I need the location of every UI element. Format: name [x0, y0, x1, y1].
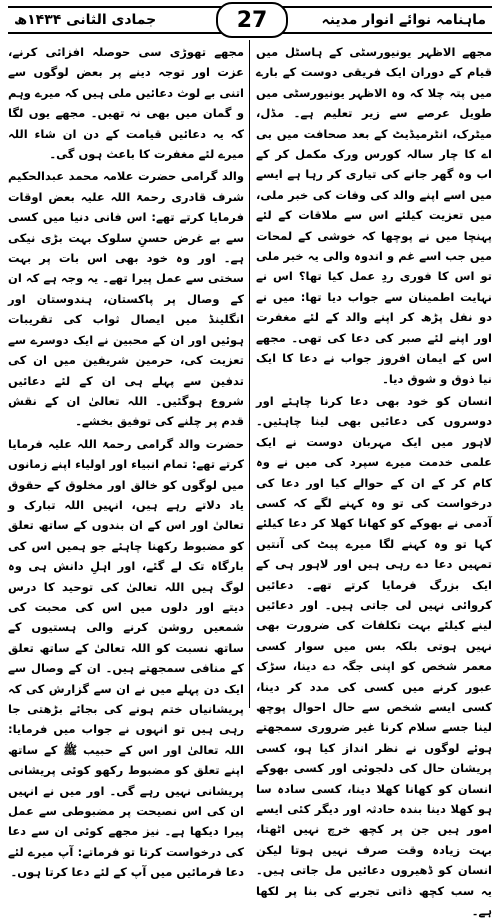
page-number-badge — [216, 2, 288, 38]
right-paragraph-1: مجھے الاظہر یونیورسٹی کے ہاسٹل میں قیام کے دوران ایک فریقی دوست کے بارے میں پتہ چلا کہ وہ الاظہر یونیورسٹی میں طویل عرصے سے زیر تعلیم ہے۔ مڈل، میٹرک، انٹرمیڈیٹ کے بعد صحافت میں بی اے کا چار سالہ کورس ورک مکمل کر کے اب وہ گھر جانے کی تیاری کر رہا ہے ایسے میں اسے اپنے والد کی وفات کی خبر ملی، میں تعزیت کیلئے اس سے ملاقات کے لئے پہنچا میں نے پوچھا کہ خوشی کے لمحات میں جب اسے غم و اندوہ والی یہ خبر ملی تو اس کا فوری ردِ عمل کیا تھا؟ اس نے نہایت اطمینان سے جواب دیا تھا: میں نے دو نفل پڑھ کر اپنے والد کے لئے مغفرت اور اپنے لئے صبر کی دعا کی تھی۔ مجھے اس کے ایمان افروز جواب نے دعا کا ایک نیا ذوق و شوق دیا۔ — [256, 45, 492, 386]
left-paragraph-1: مجھے تھوڑی سی حوصلہ افزائی کرنے، عزت اور توجہ دینے پر بعض لوگوں سے اتنی بے لوث دعائیں ملی ہیں کہ میرے وہم و گمان میں بھی نہ تھیں۔ مجھے یوں لگا کہ یہ دعائیں قیامت کے دن ان شاء اللہ میرے لئے مغفرت کا باعث ہوں گی۔ — [8, 45, 244, 162]
left-paragraph-3: حضرت والد گرامی رحمۃ اللہ علیہ فرمایا کرتے تھے: تمام انبیاء اور اولیاء اپنے زمانوں میں لوگوں کو خالق اور مخلوق کے حقوق یاد دلاتے رہے ہیں، انہیں اللہ تبارک و تعالیٰ اور اس کے ان بندوں کے ساتھ تعلق کو مضبوط رکھنا چاہئے جو ہمیں اس کی بارگاہ تک لے گئے، اور اہلِ دانش ہی وہ لوگ ہیں اللہ تعالیٰ کی توحید کا درس دیتے اور دلوں میں اس کی محبت کی شمعیں روشن کرنے والی ہستیوں کے ساتھ نسبت کو اللہ تعالیٰ کے ساتھ تعلق کے منافی سمجھتے ہیں۔ ان کے وصال سے ایک دن پہلے میں نے ان سے گزارش کی کہ پریشانیاں ختم ہونے کی بجائے بڑھتی جا رہی ہیں تو انہوں نے جواب میں فرمایا: اللہ تعالیٰ اور اس کے حبیب ﷺ کے ساتھ اپنے تعلق کو مضبوط رکھو کوئی پریشانی پریشانی نہیں رہے گی۔ اور میں نے انہیں ان کی اس نصیحت پر مضبوطی سے عمل پیرا دیکھا ہے۔ نیز مجھے کوئی ان سے دعا کی درخواست کرتا تو فرماتے: آپ میرے لئے دعا فرمائیں میں آپ کے لئے دعا کرتا ہوں۔ — [8, 436, 244, 880]
page-number: 27 — [236, 7, 268, 33]
magazine-title: ماہنامہ نوائے انوار مدینہ — [321, 12, 486, 28]
right-column — [256, 42, 492, 919]
left-paragraph-2: والد گرامی حضرت علامہ محمد عبدالحکیم شرف قادری رحمۃ اللہ علیہ بعض اوقات فرمایا کرتے تھے: اس فانی دنیا میں کسی سے بے غرض حسنِ سلوک بہت بڑی نیکی ہے۔ اور وہ خود بھی اس بات پر بہت سختی سے عمل پیرا تھے۔ یہ وجہ ہے کہ ان کے وصال پر پاکستان، ہندوستان اور انگلینڈ میں ایصال ثواب کی تقریبات ہوئیں اور ان کے محبین نے ایک دوسرے سے تعزیت کی، حرمین شریفین میں ان کی تدفین سے پہلے ہی ان کے لئے دعائیں شروع ہوگئیں۔ اللہ تعالیٰ ان کے نقش قدم پر چلنے کی توفیق بخشے۔ — [8, 169, 244, 429]
right-paragraph-2: انسان کو خود بھی دعا کرنا چاہئے اور دوسروں کی دعائیں بھی لینا چاہئیں۔ لاہور میں ایک مہربان دوست نے ایک علمی خدمت میرے سپرد کی میں نے وہ کام کر کے ان کے حوالے کیا اور دعا کی درخواست کی تو وہ کہنے لگے کہ کسی آدمی نے بھوکے کو کھانا کھلا کر دعا کیلئے کہا تو وہ کہنے لگا میرے پیٹ کی آنتیں تمہیں دعا دے رہی ہیں اور لاہور ہی کے ایک بزرگ فرمایا کرتے تھے۔ دعائیں کروائی نہیں لی جاتی ہیں۔ اور دعائیں لینے کیلئے بہت تکلفات کی ضرورت بھی نہیں ہوتی بلکہ بس میں سوار کسی معمر شخص کو اپنی جگہ دے دینا، سڑک عبور کرنے میں کسی کی مدد کر دینا، کسی ایسے شخص سے حال احوال پوچھ لینا جسے سلام کرنا غیر ضروری سمجھتے ہوئے لوگوں نے نظر انداز کیا ہو، کسی پریشان حال کی دلجوئی اور کسی بھوکے انسان کو کھانا کھلا دینا، کسی سادہ سا ہو کھلا دینا بندہ حادثہ اور دیگر کئی ایسے امور ہیں جن پر کچھ خرچ نہیں اٹھتا، بہت زیادہ وقت صرف نہیں ہوتا لیکن انسان کو ڈھیروں دعائیں مل جاتی ہیں۔ یہ سب کچھ ذاتی تجربے کی بنا پر لکھا ہے۔ — [256, 393, 492, 919]
column-divider — [249, 40, 250, 708]
left-column — [8, 42, 244, 880]
issue-date: جمادی الثانی ۱۴۳۴ھ — [14, 12, 157, 28]
